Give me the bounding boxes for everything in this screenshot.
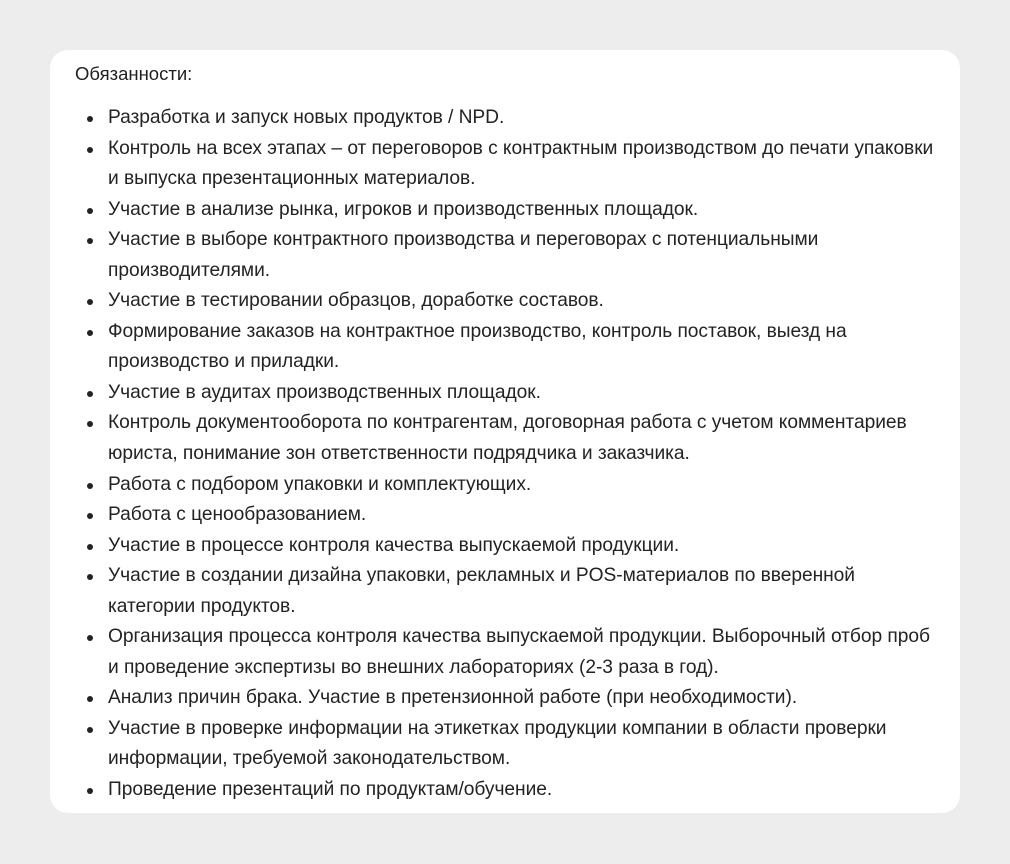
duties-card bbox=[50, 50, 960, 813]
bullet-icon bbox=[87, 788, 93, 794]
list-item bbox=[108, 714, 940, 775]
bullet-icon bbox=[87, 391, 93, 397]
bullet-icon bbox=[87, 727, 93, 733]
list-item-text: Организация процесса контроля качества выпускаемой продукции. Выборочный отбор проб и проведение экспертизы во внешних лабораториях (2-3 раза в год). bbox=[108, 626, 930, 678]
list-item bbox=[108, 683, 940, 714]
list-item-text: Формирование заказов на контрактное производство, контроль поставок, выезд на производство и приладки. bbox=[108, 320, 847, 373]
list-item bbox=[108, 225, 940, 286]
list-item-text: Проведение презентаций по продуктам/обучение. bbox=[108, 779, 553, 801]
list-item bbox=[108, 531, 940, 562]
section-heading: Обязанности: bbox=[75, 63, 193, 84]
list-item-text: Участие в создании дизайна упаковки, рекламных и POS-материалов по вверенной категории продуктов. bbox=[108, 565, 855, 617]
list-item-text: Участие в анализе рынка, игроков и производственных площадок. bbox=[108, 198, 699, 220]
list-item-text: Участие в проверке информации на этикетках продукции компании в области проверки информации, требуемой законодательством. bbox=[108, 717, 887, 770]
bullet-icon bbox=[87, 238, 93, 244]
list-item-text: Анализ причин брака. Участие в претензионной работе (при необходимости). bbox=[108, 687, 798, 709]
bullet-icon bbox=[87, 421, 93, 427]
list-item bbox=[108, 561, 940, 622]
list-item-text: Контроль на всех этапах – от переговоров с контрактным производством до печати упаковки и выпуска презентационных материалов. bbox=[108, 137, 934, 190]
list-item bbox=[108, 134, 940, 195]
bullet-icon bbox=[87, 574, 93, 580]
list-item-text: Участие в процессе контроля качества выпускаемой продукции. bbox=[108, 534, 680, 556]
list-item bbox=[108, 622, 940, 683]
list-item-text: Работа с ценообразованием. bbox=[108, 504, 367, 526]
list-item bbox=[108, 317, 940, 378]
list-item bbox=[108, 470, 940, 501]
bullet-icon bbox=[87, 544, 93, 550]
list-item-text: Разработка и запуск новых продуктов / NPD. bbox=[108, 107, 505, 128]
list-item-text: Участие в выборе контрактного производства и переговорах с потенциальными производителями. bbox=[108, 229, 819, 281]
list-item bbox=[108, 378, 940, 409]
list-item-text: Контроль документооборота по контрагентам, договорная работа с учетом комментариев юриста, понимание зон ответственности подрядчика и заказчика. bbox=[108, 412, 907, 465]
list-item-text: Работа с подбором упаковки и комплектующих. bbox=[108, 473, 532, 495]
bullet-icon bbox=[87, 208, 93, 214]
list-item bbox=[108, 775, 940, 806]
list-item bbox=[108, 103, 940, 134]
duties-list bbox=[75, 103, 940, 806]
bullet-icon bbox=[87, 147, 93, 153]
list-item-text: Участие в тестировании образцов, доработке составов. bbox=[108, 290, 604, 312]
bullet-icon bbox=[87, 696, 93, 702]
list-item bbox=[108, 195, 940, 226]
bullet-icon bbox=[87, 330, 93, 336]
bullet-icon bbox=[87, 483, 93, 489]
list-item-text: Участие в аудитах производственных площадок. bbox=[108, 381, 541, 403]
bullet-icon bbox=[87, 299, 93, 305]
list-item bbox=[108, 500, 940, 531]
list-item bbox=[108, 408, 940, 469]
bullet-icon bbox=[87, 635, 93, 641]
bullet-icon bbox=[87, 513, 93, 519]
bullet-icon bbox=[87, 116, 93, 122]
list-item bbox=[108, 286, 940, 317]
